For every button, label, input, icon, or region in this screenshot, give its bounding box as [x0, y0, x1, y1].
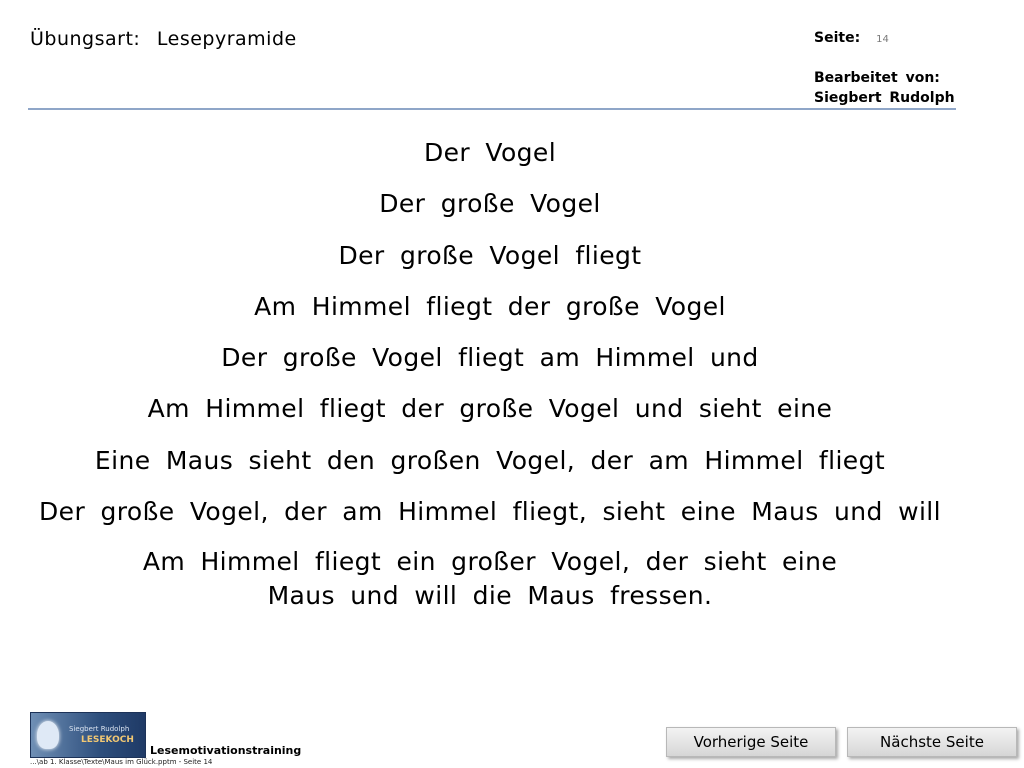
page-number: 14 — [876, 34, 889, 45]
pyramid-line: Am Himmel fliegt der große Vogel und sieht eine — [147, 394, 833, 424]
lightbulb-icon — [37, 721, 59, 749]
lesekoch-logo — [30, 712, 146, 758]
logo-brand: LESEKOCH — [81, 735, 134, 745]
pyramid-line: Der große Vogel, der am Himmel fliegt, sieht eine Maus und will — [39, 497, 941, 527]
logo-name: Siegbert Rudolph — [69, 725, 130, 733]
pyramid-line: Am Himmel fliegt ein großer Vogel, der sieht eine Maus und will die Maus fressen. — [142, 547, 838, 611]
footer-title: Lesemotivationstraining — [150, 744, 302, 757]
pyramid-line: Der Vogel — [423, 138, 557, 167]
exercise-type-value: Lesepyramide — [156, 28, 297, 50]
pyramid-line: Der große Vogel fliegt — [338, 240, 642, 270]
header-divider — [28, 108, 956, 110]
file-path: ...\ab 1. Klasse\Texte\Maus im Glück.pptm - Seite 14 — [30, 758, 213, 766]
page-label: Seite: — [814, 30, 861, 46]
editor-name: Siegbert Rudolph — [814, 90, 955, 106]
next-page-button[interactable]: Nächste Seite — [847, 727, 1017, 757]
editor-label: Bearbeitet von: — [814, 70, 940, 86]
pyramid-line: Eine Maus sieht den großen Vogel, der am Himmel fliegt — [94, 445, 886, 475]
exercise-type-label: Übungsart: — [30, 28, 141, 50]
reading-pyramid — [0, 135, 980, 613]
page-info — [814, 28, 955, 50]
pyramid-line: Der große Vogel fliegt am Himmel und — [221, 343, 759, 373]
pyramid-line: Am Himmel fliegt der große Vogel — [254, 291, 726, 321]
previous-page-button[interactable]: Vorherige Seite — [666, 727, 836, 757]
exercise-type — [30, 28, 297, 50]
pyramid-line: Der große Vogel — [379, 189, 601, 219]
page-meta — [814, 28, 955, 108]
